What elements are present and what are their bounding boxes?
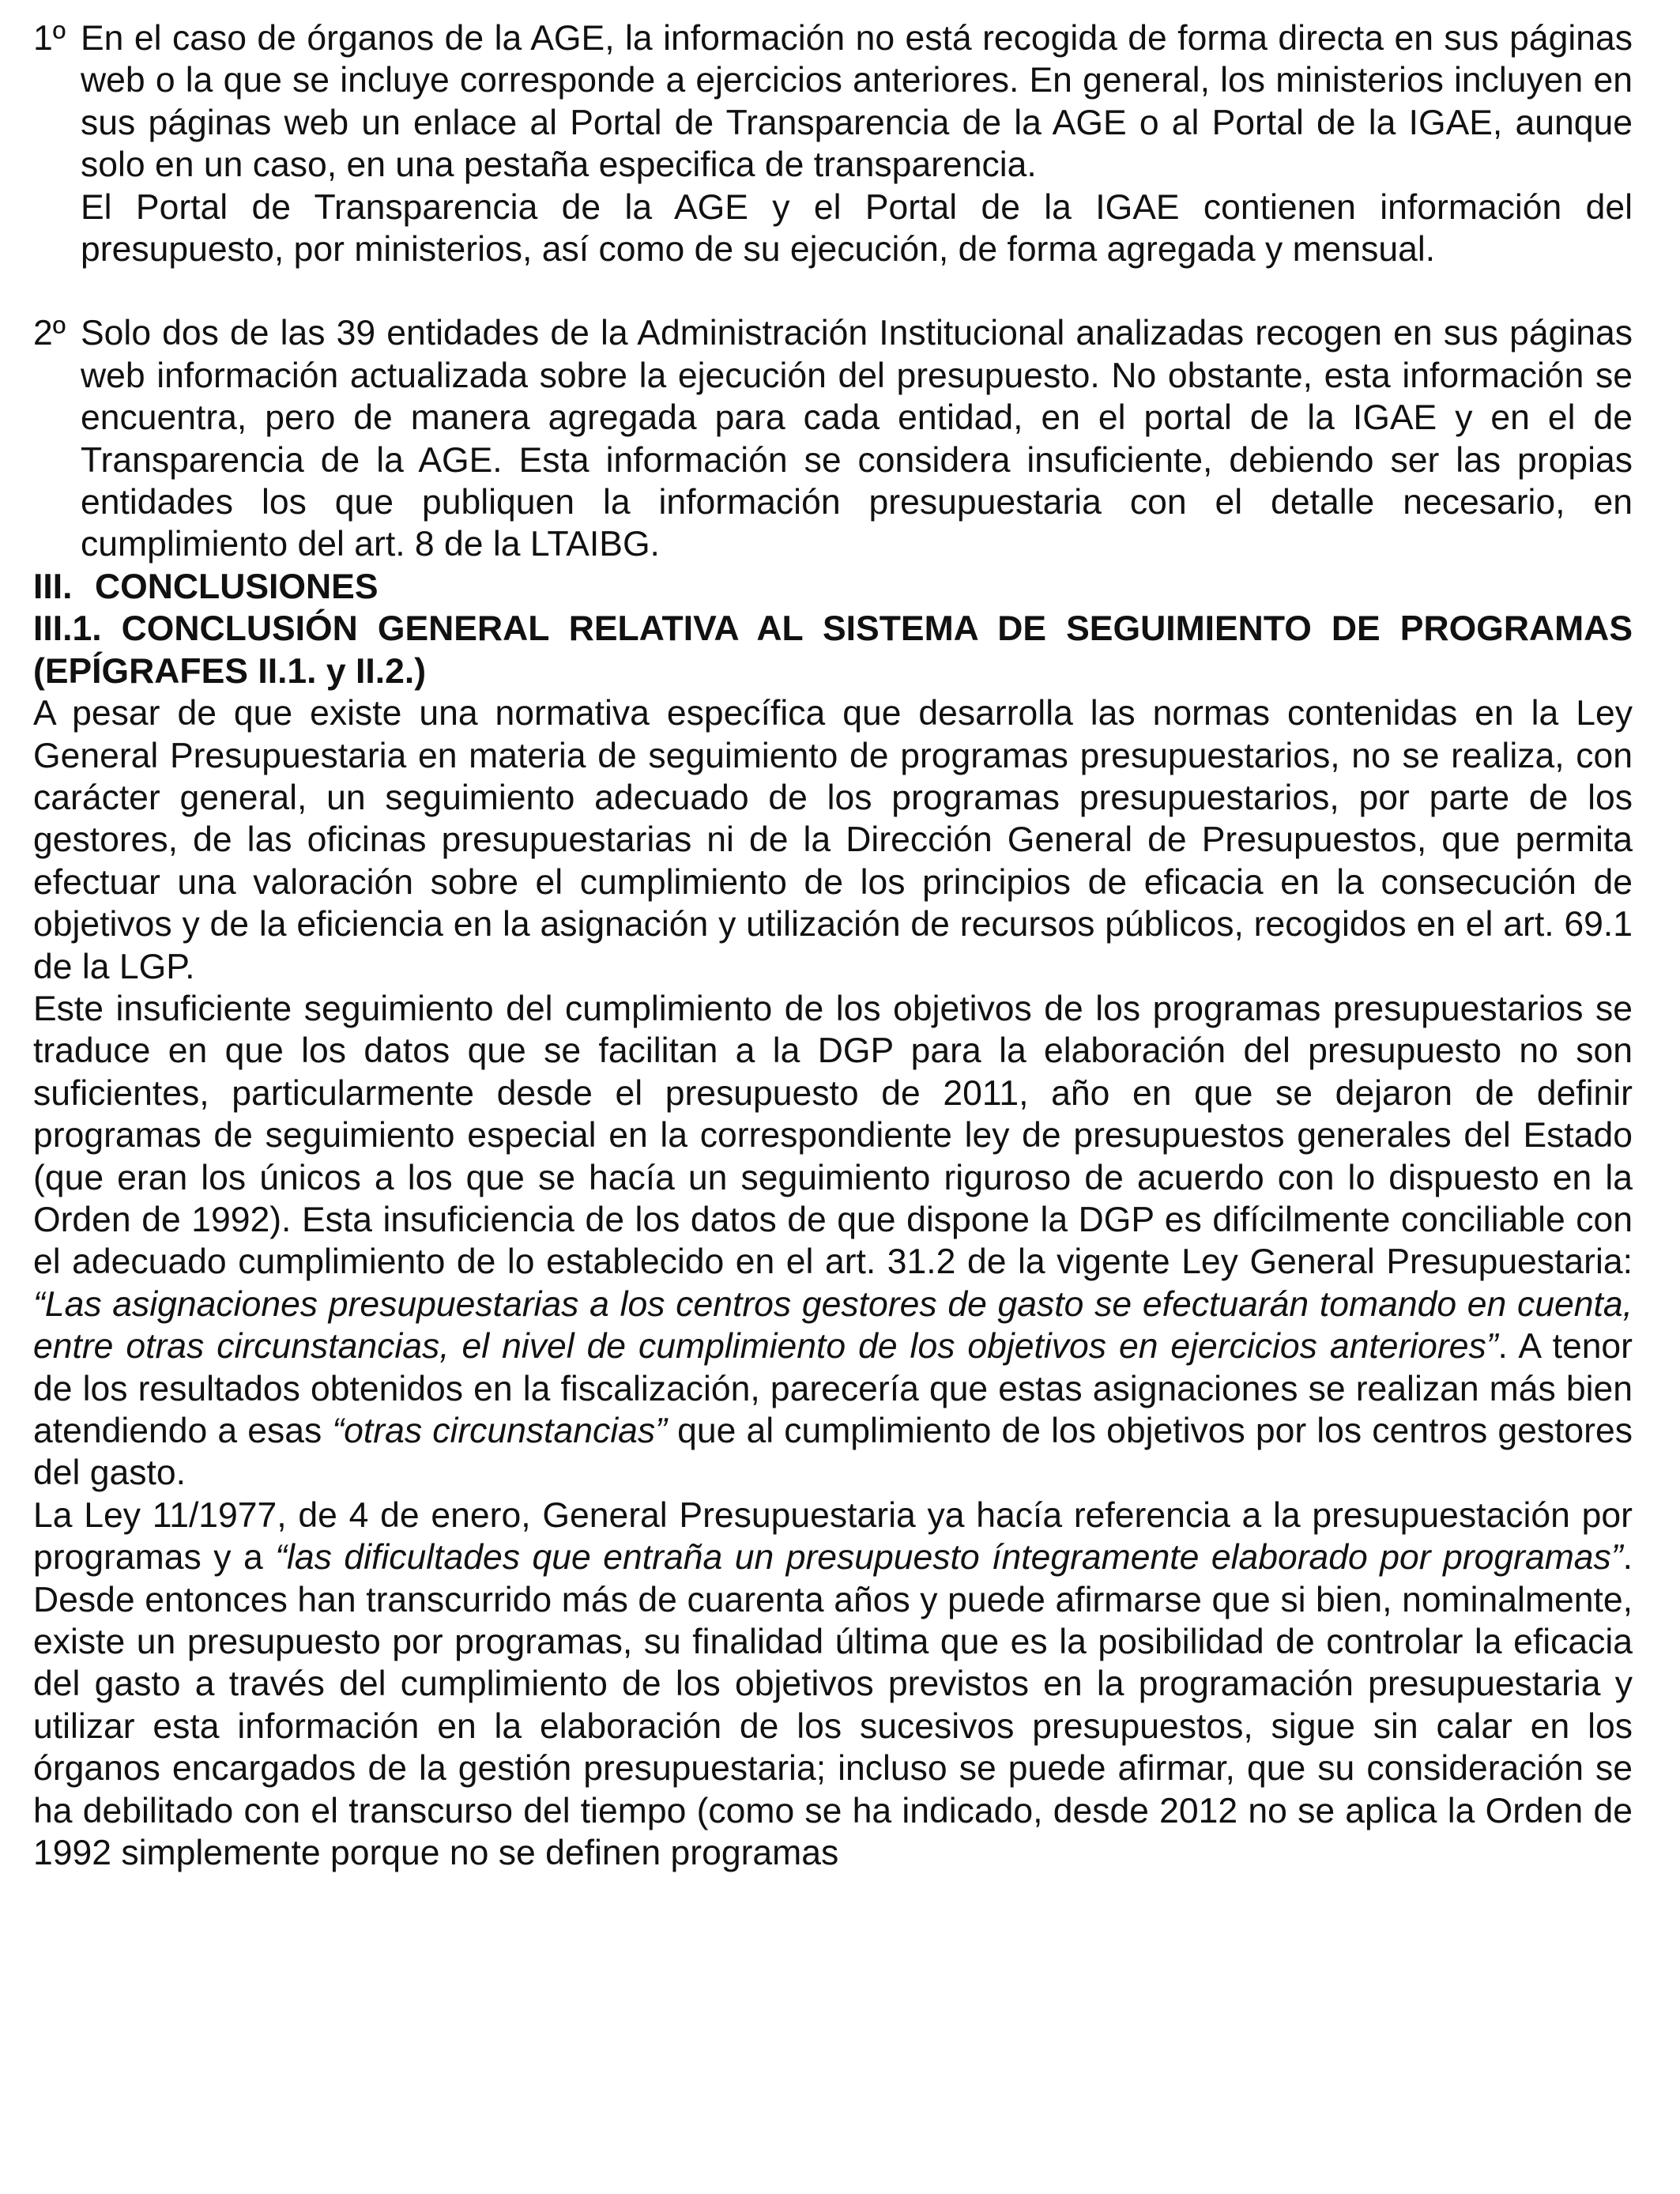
paragraph-1: A pesar de que existe una normativa específica que desarrolla las normas contenidas en la Ley General Presupuestaria en materia de seguimiento de programas presupuestarios, no se realiza, con carácter general, un seguimiento adecuado de los programas presupuestarios, por parte de los gestores, de las oficinas presupuestarias ni de la Dirección General de Presupuestos, que permita efectuar una valoración sobre el cumplimiento de los principios de eficacia en la consecución de objetivos y de la eficiencia en la asignación y utilización de recursos públicos, recogidos en el art. 69.1 de la LGP. xyxy=(33,694,1633,986)
section-number: III. xyxy=(33,567,73,606)
list-item-1 xyxy=(33,17,1633,270)
paragraph-2-text-c: que al cumplimiento de los objetivos por los centros gestores del gasto. xyxy=(33,1412,1633,1493)
paragraph-3-quote: “las dificultades que entraña un presupuesto íntegramente elaborado por programas” xyxy=(275,1538,1623,1578)
paragraph-3-text-b: . Desde entonces han transcurrido más de cuarenta años y puede afirmarse que si bien, nominalmente, existe un presupuesto por programas, su finalidad última que es la posibilidad de controlar la eficacia del gasto a través del cumplimiento de los objetivos previstos en la programación presupuestaria y utilizar esta información en la elaboración de los sucesivos presupuestos, sigue sin calar en los órganos encargados de la gestión presupuestaria; incluso se puede afirmar, que su consideración se ha debilitado con el transcurso del tiempo (como se ha indicado, desde 2012 no se aplica la Orden de 1992 simplemente porque no se definen programas xyxy=(33,1538,1633,1873)
item-2-paragraph-1: Solo dos de las 39 entidades de la Administración Institucional analizadas recogen en sus páginas web información actualizada sobre la ejecución del presupuesto. No obstante, esta información se encuentra, pero de manera agregada para cada entidad, en el portal de la IGAE y en el de Transparencia de la AGE. Esta información se considera insuficiente, debiendo ser las propias entidades los que publiquen la información presupuestaria con el detalle necesario, en cumplimiento del art. 8 de la LTAIBG. xyxy=(81,314,1633,564)
item-1-paragraph-1: En el caso de órganos de la AGE, la información no está recogida de forma directa en sus páginas web o la que se incluye corresponde a ejercicios anteriores. En general, los ministerios incluyen en sus páginas web un enlace al Portal de Transparencia de la AGE o al Portal de la IGAE, aunque solo en un caso, en una pestaña especifica de transparencia. xyxy=(81,19,1633,185)
list-item-number: 2º xyxy=(33,314,66,353)
paragraph-2-text-b: . A tenor de los resultados obtenidos en la fiscalización, parecería que estas asignaciones se realizan más bien atendiendo a esas xyxy=(33,1327,1633,1450)
section-title: CONCLUSIONES xyxy=(95,567,379,606)
paragraph-3 xyxy=(33,1495,1633,1875)
paragraph-2-quote-2: “otras circunstancias” xyxy=(332,1412,667,1450)
list-item-body xyxy=(81,17,1633,270)
section-heading xyxy=(33,566,1633,608)
list-item-body xyxy=(81,312,1633,565)
list-item-number: 1º xyxy=(33,19,66,58)
paragraph-3-text-a: La Ley 11/1977, de 4 de enero, General Presupuestaria ya hacía referencia a la presupuestación por programas y a xyxy=(33,1495,1633,1578)
paragraph-2-quote-1: “Las asignaciones presupuestarias a los centros gestores de gasto se efectuarán tomando en cuenta, entre otras circunstancias, el nivel de cumplimiento de los objetivos en ejercicios anteriores” xyxy=(33,1284,1633,1367)
subsection-heading: III.1. CONCLUSIÓN GENERAL RELATIVA AL SISTEMA DE SEGUIMIENTO DE PROGRAMAS (EPÍGRAFES II.1. y II.2.) xyxy=(33,609,1633,691)
document-page xyxy=(33,17,1633,1874)
paragraph-2-text-a: Este insuficiente seguimiento del cumplimiento de los objetivos de los programas presupuestarios se traduce en que los datos que se facilitan a la DGP para la elaboración del presupuesto no son suficientes, particularmente desde el presupuesto de 2011, año en que se dejaron de definir programas de seguimiento especial en la correspondiente ley de presupuestos generales del Estado (que eran los únicos a los que se hacía un seguimiento riguroso de acuerdo con lo dispuesto en la Orden de 1992). Esta insuficiencia de los datos de que dispone la DGP es difícilmente conciliable con el adecuado cumplimiento de lo establecido en el art. 31.2 de la vigente Ley General Presupuestaria: xyxy=(33,989,1633,1282)
item-1-paragraph-2: El Portal de Transparencia de la AGE y el Portal de la IGAE contienen información del presupuesto, por ministerios, así como de su ejecución, de forma agregada y mensual. xyxy=(81,187,1633,270)
paragraph-2 xyxy=(33,988,1633,1495)
list-item-2 xyxy=(33,312,1633,565)
